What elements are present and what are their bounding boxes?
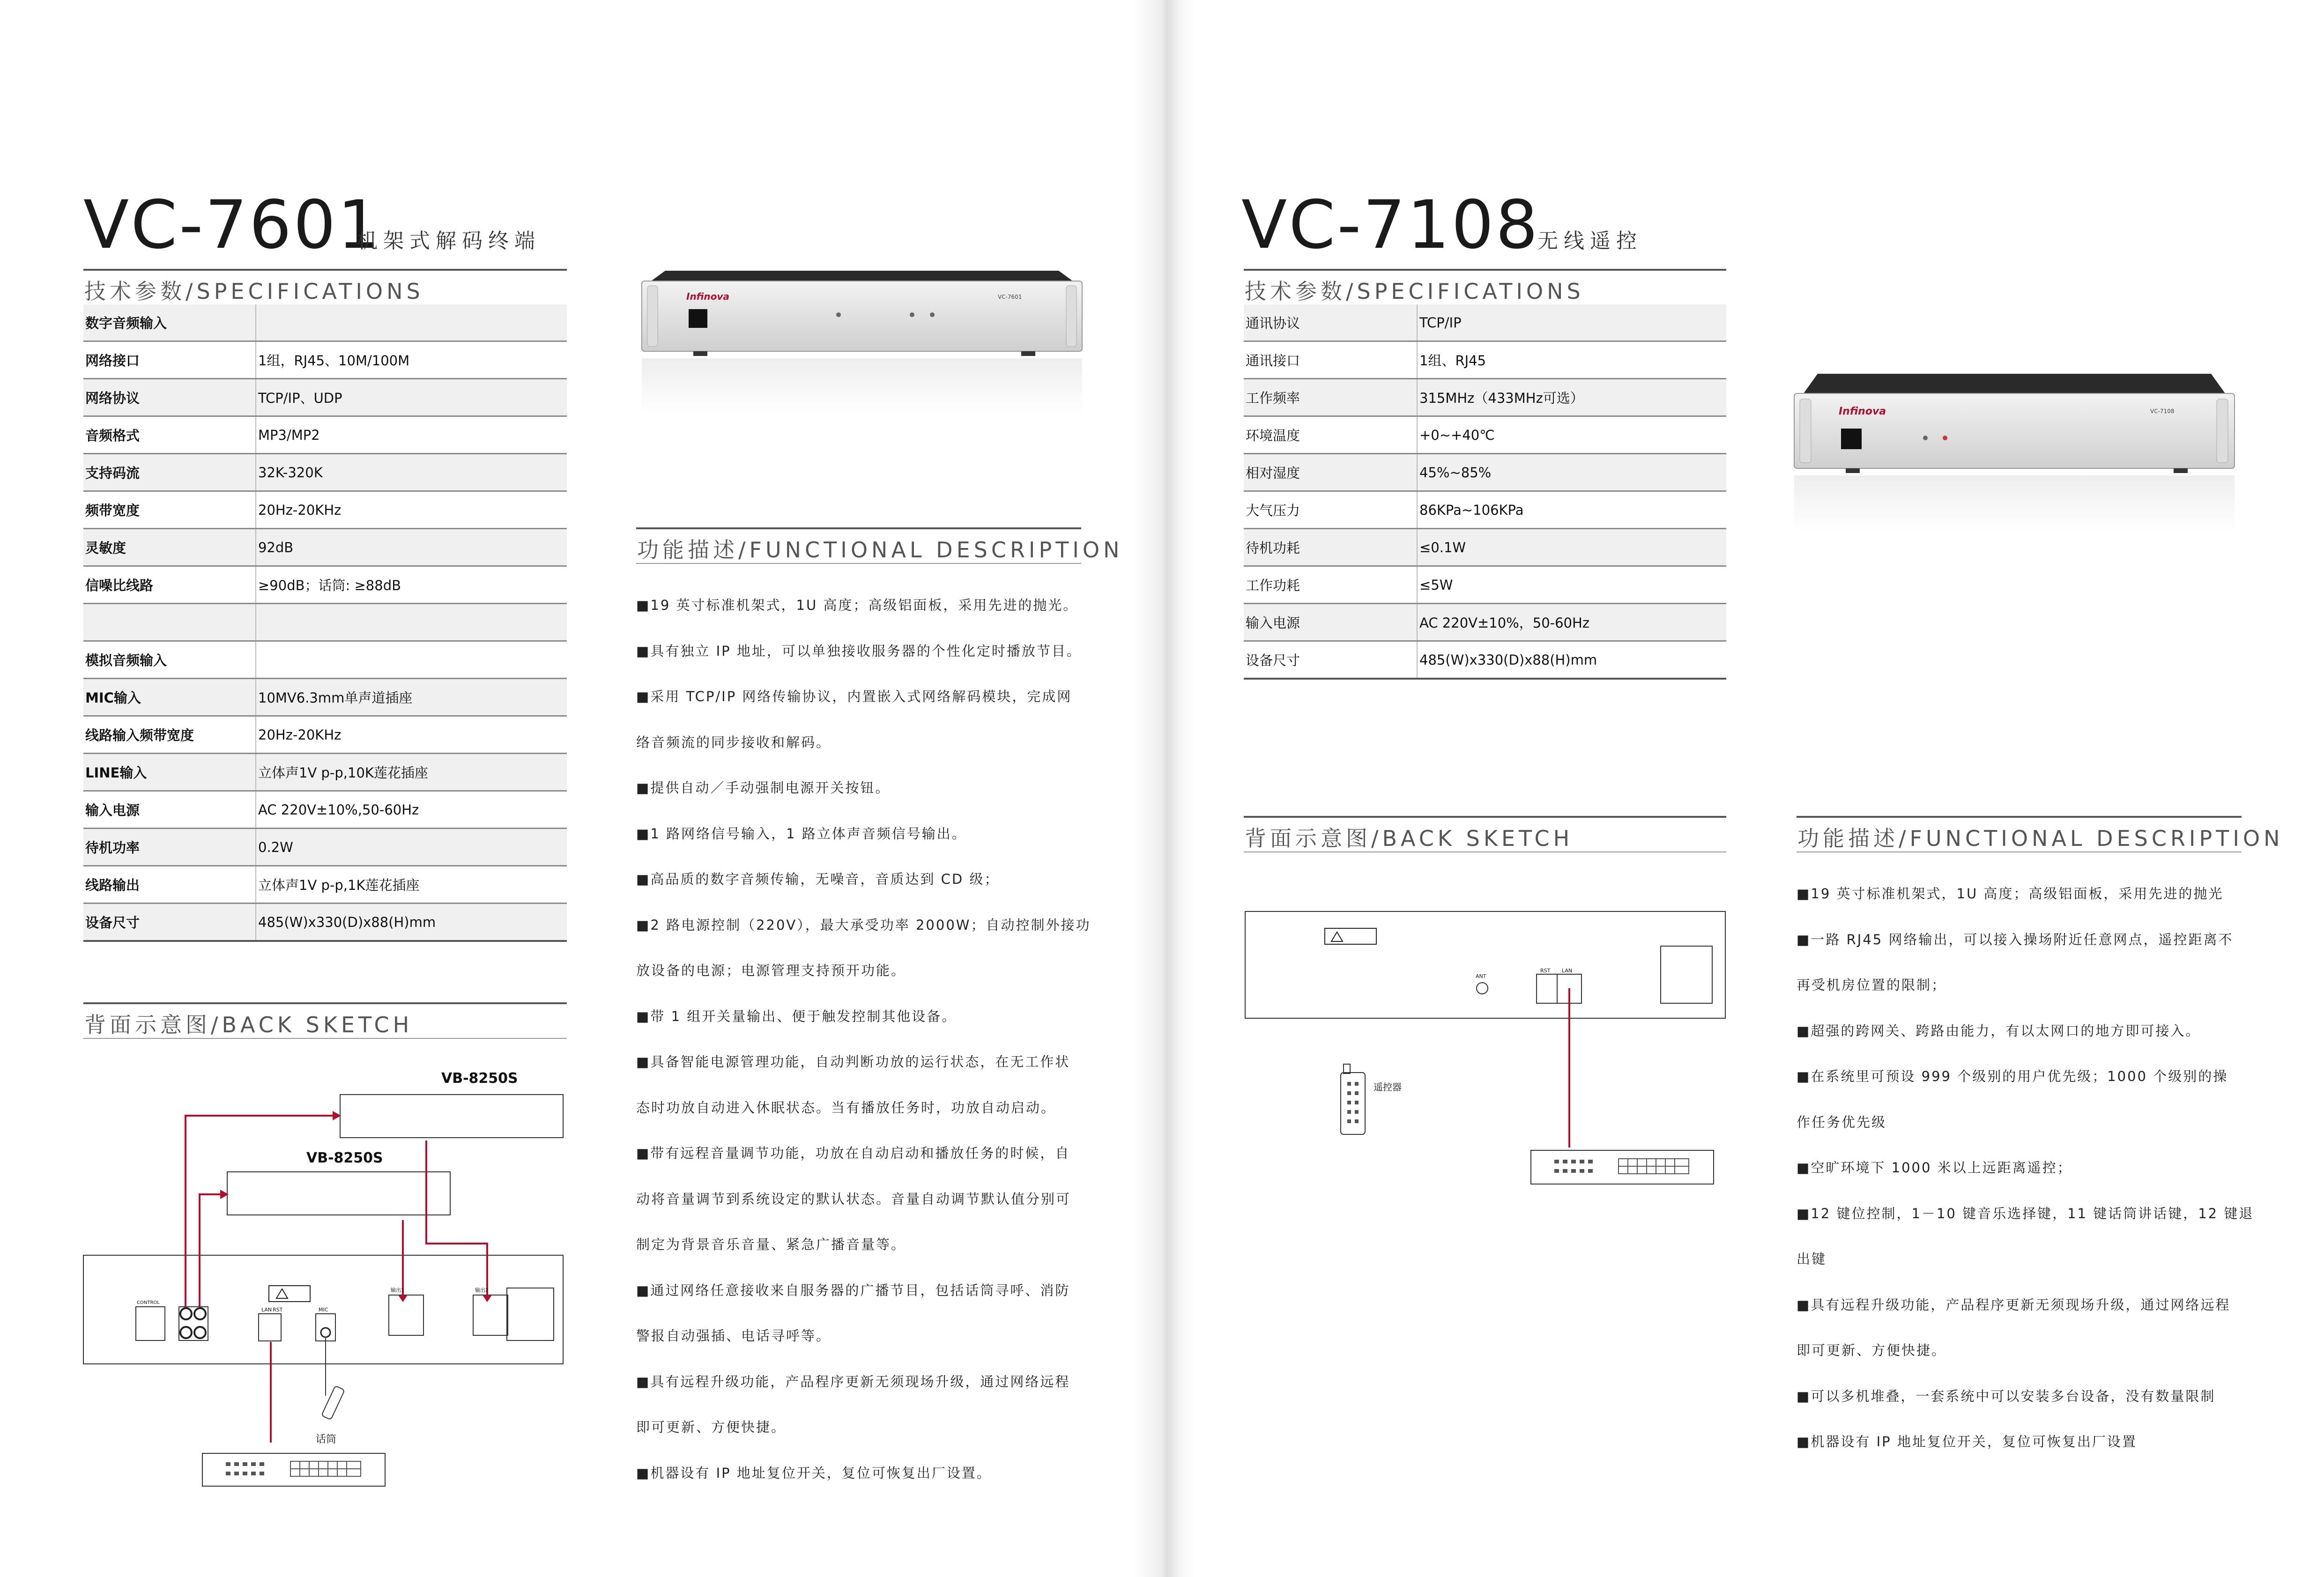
spec-row: [83, 866, 567, 903]
spec-key: 线路输出: [83, 866, 256, 903]
feature-line: ■可以多机堆叠，一套系统中可以安装多台设备，没有数量限制: [1797, 1388, 2216, 1404]
spec-key: [83, 604, 256, 641]
right-model-subtitle: 无线遥控: [1537, 229, 1642, 253]
spec-value: AC 220V±10%，50-60Hz: [1417, 604, 1726, 641]
spec-row: [1244, 604, 1726, 641]
feature-line: 警报自动强插、电话寻呼等。: [636, 1328, 832, 1344]
vc7108-brand-text: Infinova: [1839, 406, 1886, 417]
feature-line: 动将音量调节到系统设定的默认状态。音量自动调节默认值分别可: [636, 1191, 1071, 1207]
spec-key: 设备尺寸: [1244, 641, 1417, 679]
spec-key: 设备尺寸: [83, 903, 256, 941]
warning-label-icon: [269, 1286, 310, 1302]
right-network-switch: [1531, 1150, 1714, 1184]
left-func-header: [636, 527, 1123, 564]
spec-row: [83, 491, 567, 529]
spec-value: +0~+40℃: [1417, 416, 1726, 454]
left-back-header-text: 背面示意图/BACK SKETCH: [84, 1012, 413, 1037]
spec-value: 92dB: [256, 529, 567, 566]
spec-key: 待机功率: [83, 829, 256, 866]
spec-row: [1244, 491, 1726, 529]
spec-value: TCP/IP、UDP: [256, 379, 567, 416]
left-spec-header-text: 技术参数/SPECIFICATIONS: [84, 279, 424, 304]
spec-key: 支持码流: [83, 454, 256, 491]
spec-value: 20Hz-20KHz: [256, 491, 567, 529]
spec-key: 工作功耗: [1244, 566, 1417, 604]
right-feature-list: [1797, 871, 2254, 1465]
spec-row: [83, 791, 567, 829]
control-label: CONTROL: [137, 1300, 160, 1305]
feature-line: ■提供自动／手动强制电源开关按钮。: [636, 780, 891, 796]
spec-value: 485(W)x330(D)x88(H)mm: [1417, 641, 1726, 679]
vc7108-model-text: VC-7108: [2150, 408, 2175, 415]
left-model-subtitle: 机架式解码终端: [357, 229, 541, 253]
feature-line: 态时功放自动进入休眠状态。当有播放任务时，功放自动启动。: [636, 1099, 1056, 1116]
feature-line: ■机器设有 IP 地址复位开关，复位可恢复出厂设置: [1797, 1434, 2137, 1450]
spec-value: 485(W)x330(D)x88(H)mm: [256, 903, 567, 941]
spec-key: 信噪比线路: [83, 566, 256, 604]
page-spine: [1134, 0, 1195, 1577]
spec-value: 32K-320K: [256, 454, 567, 491]
out2-label: 输出2: [475, 1287, 489, 1293]
right-spec-header-text: 技术参数/SPECIFICATIONS: [1245, 279, 1584, 304]
right-model-title: VC-7108: [1241, 186, 1540, 264]
spec-value: [256, 641, 567, 679]
spec-row: [83, 454, 567, 491]
feature-line: ■在系统里可预设 999 个级别的用户优先级；1000 个级别的操: [1797, 1068, 2228, 1084]
feature-line: ■1 路网络信号输入，1 路立体声音频信号输出。: [636, 825, 967, 842]
feature-line: 再受机房位置的限制；: [1797, 977, 1947, 993]
feature-line: ■带 1 组开关量输出、便于触发控制其他设备。: [636, 1008, 957, 1024]
out1-label: 输出1: [391, 1287, 404, 1293]
spec-row: [83, 379, 567, 416]
spec-key: 大气压力: [1244, 491, 1417, 529]
spec-row: [83, 341, 567, 379]
microphone-icon: [321, 1386, 345, 1420]
spec-row: [1244, 566, 1726, 604]
spec-row: [83, 754, 567, 791]
spec-key: 输入电源: [1244, 604, 1417, 641]
spec-row: [83, 529, 567, 566]
feature-line: ■超强的跨网关、跨路由能力，有以太网口的地方即可接入。: [1797, 1022, 2201, 1039]
right-back-header: [1244, 816, 1726, 852]
spec-value: MP3/MP2: [256, 416, 567, 454]
spec-key: 线路输入频带宽度: [83, 716, 256, 754]
spec-key: 数字音频输入: [83, 304, 256, 341]
vb8250s-top-unit: [340, 1095, 563, 1138]
spec-row: [83, 679, 567, 716]
spec-key: 网络接口: [83, 341, 256, 379]
spec-key: 通讯协议: [1244, 304, 1417, 341]
spec-key: MIC输入: [83, 679, 256, 716]
feature-line: ■具备智能电源管理功能，自动判断功放的运行状态，在无工作状: [636, 1054, 1070, 1070]
left-feature-list: [636, 583, 1091, 1496]
spec-key: LINE输入: [83, 754, 256, 791]
spec-row: [1244, 379, 1726, 416]
feature-line: ■高品质的数字音频传输，无噪音，音质达到 CD 级；: [636, 871, 1000, 887]
right-func-header: [1797, 816, 2284, 852]
feature-line: ■一路 RJ45 网络输出，可以接入操场附近任意网点，遥控距离不: [1797, 931, 2234, 948]
spec-key: 工作频率: [1244, 379, 1417, 416]
feature-line: 作任务优先级: [1797, 1114, 1887, 1130]
spec-row: [1244, 529, 1726, 566]
left-func-header-text: 功能描述/FUNCTIONAL DESCRIPTION: [637, 537, 1123, 563]
spec-value: 315MHz（433MHz可选）: [1417, 379, 1726, 416]
spec-value: 86KPa~106KPa: [1417, 491, 1726, 529]
mic-port-icon: [321, 1328, 330, 1337]
vc7601-led-icon: [836, 312, 841, 317]
left-spec-table: [83, 304, 567, 942]
spec-value: 10MV6.3mm单声道插座: [256, 679, 567, 716]
spec-row: [83, 716, 567, 754]
feature-line: ■机器设有 IP 地址复位开关，复位可恢复出厂设置。: [636, 1465, 992, 1481]
right-spec-header: [1244, 269, 1726, 305]
spec-value: ≤5W: [1417, 566, 1726, 604]
spec-value: 45%~85%: [1417, 454, 1726, 491]
spec-value: ≤0.1W: [1417, 529, 1726, 566]
vc7601-power-switch: [689, 309, 707, 328]
vc7108-back-panel: [1245, 911, 1725, 1018]
remote-label: 遥控器: [1374, 1081, 1402, 1093]
feature-line: ■具有远程升级功能，产品程序更新无须现场升级，通过网络远程: [1797, 1296, 2231, 1313]
vc7108-led-icon: [1923, 436, 1928, 440]
vc7601-brand-text: Infinova: [686, 291, 729, 302]
spec-value: 1组，RJ45、10M/100M: [256, 341, 567, 379]
spec-key: 相对湿度: [1244, 454, 1417, 491]
spec-value: ≥90dB；话筒: ≥88dB: [256, 566, 567, 604]
spec-row: [1244, 416, 1726, 454]
spec-key: 灵敏度: [83, 529, 256, 566]
spec-value: [256, 604, 567, 641]
spec-value: 1组、RJ45: [1417, 341, 1726, 379]
feature-line: ■12 键位控制，1－10 键音乐选择键，11 键话筒讲话键，12 键退: [1797, 1205, 2254, 1222]
spec-row: [83, 641, 567, 679]
spec-key: 频带宽度: [83, 491, 256, 529]
spec-key: 音频格式: [83, 416, 256, 454]
spec-value: 20Hz-20KHz: [256, 716, 567, 754]
spec-value: 立体声1V p-p,10K莲花插座: [256, 754, 567, 791]
spec-row: [83, 566, 567, 604]
right-rst-label: RST: [1540, 968, 1551, 974]
rst-label: RST: [273, 1307, 283, 1313]
left-model-title: VC-7601: [83, 186, 382, 264]
lan-label: LAN: [261, 1307, 272, 1313]
feature-line: 即可更新、方便快捷。: [636, 1419, 787, 1435]
spec-key: 通讯接口: [1244, 341, 1417, 379]
spec-row: [83, 604, 567, 641]
spec-key: 待机功耗: [1244, 529, 1417, 566]
spec-value: 立体声1V p-p,1K莲花插座: [256, 866, 567, 903]
spec-row: [1244, 341, 1726, 379]
feature-line: 出键: [1797, 1251, 1827, 1267]
feature-line: ■具有独立 IP 地址，可以单独接收服务器的个性化定时播放节目。: [636, 643, 1082, 659]
spec-key: 网络协议: [83, 379, 256, 416]
vc7108-led-icon: [1943, 436, 1947, 440]
feature-line: ■2 路电源控制（220V），最大承受功率 2000W；自动控制外接功: [636, 917, 1091, 933]
vc7601-led-icon: [930, 312, 935, 317]
spec-key: 模拟音频输入: [83, 641, 256, 679]
vb8250s-bottom-unit: [227, 1172, 450, 1215]
feature-line: ■19 英寸标准机架式，1U 高度；高级铝面板，采用先进的抛光。: [636, 597, 1078, 613]
feature-line: ■带有远程音量调节功能，功放在自动启动和播放任务的时候，自: [636, 1145, 1070, 1161]
antenna-port-icon: [1477, 983, 1488, 994]
left-back-header: [83, 1002, 567, 1039]
vc7601-model-text: VC-7601: [998, 294, 1022, 300]
feature-line: 放设备的电源；电源管理支持预开功能。: [636, 962, 906, 978]
spec-value: [256, 304, 567, 341]
right-back-header-text: 背面示意图/BACK SKETCH: [1245, 826, 1574, 851]
vc7108-power-switch: [1841, 429, 1862, 449]
spec-value: AC 220V±10%,50-60Hz: [256, 791, 567, 829]
mic-label: 话筒: [316, 1434, 337, 1445]
spec-row: [1244, 641, 1726, 679]
vb2-label: VB-8250S: [306, 1150, 383, 1166]
spec-row: [83, 416, 567, 454]
feature-line: ■19 英寸标准机架式，1U 高度；高级铝面板，采用先进的抛光: [1797, 886, 2224, 902]
spec-value: TCP/IP: [1417, 304, 1726, 341]
ant-label: ANT: [1476, 973, 1486, 979]
feature-line: 即可更新、方便快捷。: [1797, 1342, 1947, 1358]
spec-row: [1244, 304, 1726, 341]
spec-row: [83, 829, 567, 866]
remote-control-icon: [1341, 1073, 1365, 1134]
spec-key: 环境温度: [1244, 416, 1417, 454]
feature-line: ■空旷环境下 1000 米以上远距离遥控；: [1797, 1160, 2072, 1176]
vc7601-led-icon: [910, 312, 914, 317]
feature-line: ■通过网络任意接收来自服务器的广播节目，包括话筒寻呼、消防: [636, 1282, 1070, 1298]
feature-line: 络音频流的同步接收和解码。: [636, 734, 832, 750]
spec-value: 0.2W: [256, 829, 567, 866]
feature-line: ■采用 TCP/IP 网络传输协议，内置嵌入式网络解码模块，完成网: [636, 689, 1072, 704]
spec-row: [1244, 454, 1726, 491]
right-lan-label: LAN: [1562, 968, 1573, 974]
mic-port-label: MIC: [319, 1307, 328, 1313]
vc7108-device-image: [1789, 365, 2239, 539]
spec-row: [83, 903, 567, 941]
spec-key: 输入电源: [83, 791, 256, 829]
vc7601-device-image: [637, 262, 1087, 422]
feature-line: 制定为背景音乐音量、紧急广播音量等。: [636, 1236, 906, 1252]
left-back-sketch: [80, 1059, 576, 1503]
network-switch: [202, 1453, 385, 1486]
right-func-header-text: 功能描述/FUNCTIONAL DESCRIPTION: [1797, 826, 2284, 851]
feature-line: ■具有远程升级功能，产品程序更新无须现场升级，通过网络远程: [636, 1373, 1070, 1390]
vb1-label: VB-8250S: [441, 1070, 518, 1087]
right-spec-table: [1244, 304, 1726, 680]
spec-row: [83, 304, 567, 341]
right-back-sketch: [1241, 904, 1733, 1194]
left-spec-header: [83, 269, 567, 305]
